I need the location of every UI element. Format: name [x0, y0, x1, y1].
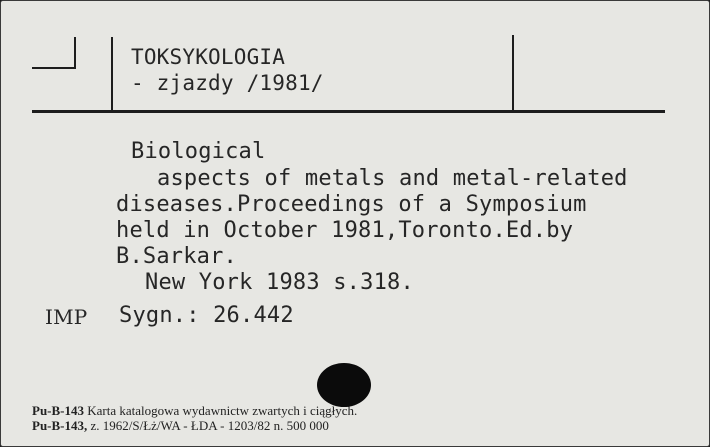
- right-column-rule: [512, 35, 514, 112]
- card-footer-line-1: [32, 403, 357, 419]
- location-stamp: IMP: [45, 305, 88, 329]
- print-info: z. 1962/S/Łż/WA - ŁDA - 1203/82 n. 500 000: [90, 418, 329, 433]
- imprint-line: New York 1983 s.318.: [145, 270, 414, 295]
- form-code-2: Pu-B-143,: [32, 418, 88, 433]
- card-footer-line-2: [32, 418, 329, 434]
- call-number: Sygn.: 26.442: [119, 303, 294, 328]
- subject-subheading: - zjazdy /1981/: [131, 71, 324, 95]
- subject-heading: TOKSYKOLOGIA: [131, 45, 286, 69]
- heading-rule: [32, 110, 665, 113]
- title-line-3: diseases.Proceedings of a Symposium: [116, 192, 587, 217]
- form-code: Pu-B-143: [32, 403, 84, 418]
- title-line-1: Biological: [131, 139, 266, 164]
- punch-hole: [317, 363, 371, 407]
- title-line-2: aspects of metals and metal-related: [157, 166, 628, 191]
- title-line-4: held in October 1981,Toronto.Ed.by: [116, 218, 574, 243]
- title-line-5: B.Sarkar.: [116, 244, 238, 269]
- corner-mark-vertical: [74, 37, 76, 69]
- form-description: Karta katalogowa wydawnictw zwartych i ciągłych.: [87, 403, 358, 418]
- left-column-rule: [111, 37, 113, 112]
- corner-mark-horizontal: [32, 67, 76, 69]
